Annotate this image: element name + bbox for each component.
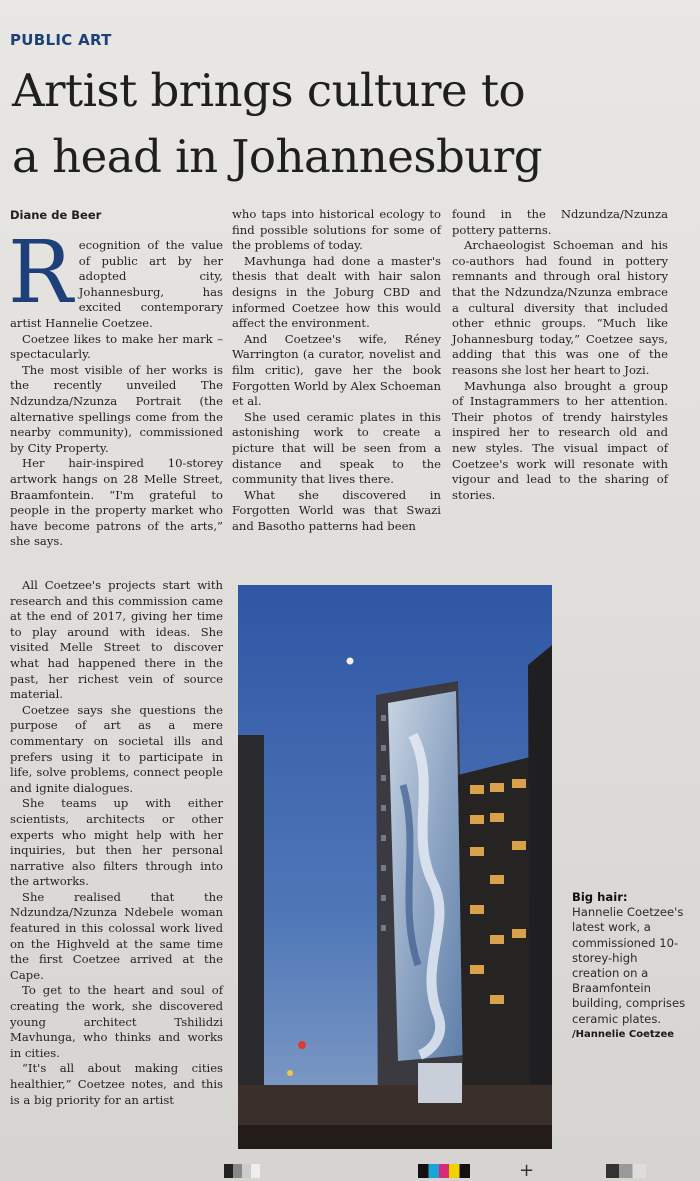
paragraph: who taps into historical ecology to find possible solutions for some of the problems of today.	[232, 207, 441, 253]
paragraph: The most visible of her works is the recently unveiled The Ndzundza/Nzunza Portrait (the alternative spellings come from the nearby community), commissioned by City Property.	[10, 362, 223, 455]
paragraph: Her hair-inspired 10-storey artwork hangs on 28 Melle Street, Braamfontein. “I'm grateful to people in the property market who have become patrons of the arts,” she says.	[10, 456, 223, 549]
paragraph: To get to the heart and soul of creating the work, she discovered young architect Tshilidzi Mavhunga, who thinks and works in cities.	[10, 983, 223, 1060]
paragraph: She teams up with either scientists, architects or other experts who might help with her inquiries, but then her personal narrative also filters through into the artworks.	[10, 796, 223, 889]
caption-body: Hannelie Coetzee's latest work, a commissioned 10-storey-high creation on a Braamfontein building, comprises ceramic plates.	[572, 905, 686, 1026]
headline-line-2: a head in Johannesburg	[12, 130, 543, 183]
paragraph-text: ecognition of the value of public art by her adopted city, Johannesburg, has excited contemporary artist Hannelie Coetzee.	[10, 238, 223, 330]
drop-cap: R	[8, 223, 73, 323]
photo-caption	[572, 890, 688, 1042]
column-3	[452, 207, 668, 503]
paragraph: found in the Ndzundza/Nzunza pottery patterns.	[452, 207, 668, 237]
paragraph: Mavhunga also brought a group of Instagrammers to her attention. Their photos of trendy hairstyles inspired her to research old and new styles. The visual impact of Coetzee's work will resonate with vigour and lead to the sharing of stories.	[452, 378, 668, 502]
headline-line-1: Artist brings culture to	[12, 64, 526, 117]
paragraph: And Coetzee's wife, Réney Warrington (a curator, novelist and film critic), gave her the book Forgotten World by Alex Schoeman et al.	[232, 331, 441, 409]
paragraph: All Coetzee's projects start with research and this commission came at the end of 2017, giving her time to play around with ideas. She visited Melle Street to discover what had happened there in the past, her richest vein of source material.	[10, 578, 223, 702]
registration-mark-icon: +	[519, 1160, 535, 1181]
caption-head: Big hair:	[572, 890, 628, 904]
building-photo	[238, 585, 552, 1149]
building-photo-illustration	[238, 585, 552, 1149]
paragraph: Coetzee says she questions the purpose of art as a mere commentary on societal ills and prefers using it to participate in life, solve problems, connect people and ignite dialogues.	[10, 702, 223, 795]
column-1-bottom	[10, 578, 223, 1108]
paragraph: She used ceramic plates in this astonishing work to create a picture that will be seen from a distance and speak to the community that lives there.	[232, 409, 441, 487]
print-color-bar	[418, 1164, 470, 1178]
paragraph: Mavhunga had done a master's thesis that dealt with hair salon designs in the Joburg CBD and informed Coetzee how this would affect the environment.	[232, 253, 441, 331]
paragraph: What she discovered in Forgotten World was that Swazi and Basotho patterns had been	[232, 487, 441, 533]
headline	[12, 58, 692, 190]
column-1-top	[8, 223, 223, 550]
paragraph: “It's all about making cities healthier,” Coetzee notes, and this is a big priority for an artist	[10, 1061, 223, 1107]
photo-credit: /Hannelie Coetzee	[572, 1028, 675, 1040]
paragraph: She realised that the Ndzundza/Nzunza Ndebele woman featured in this colossal work lived on the Highveld at the same time the first Coetzee arrived at the Cape.	[10, 889, 223, 982]
print-registration-bar	[224, 1164, 260, 1178]
print-gray-bar	[606, 1164, 646, 1178]
paragraph	[8, 223, 223, 332]
section-label: PUBLIC ART	[10, 31, 112, 49]
column-2	[232, 207, 441, 534]
byline: Diane de Beer	[10, 208, 102, 222]
paragraph: Coetzee likes to make her mark – spectacularly.	[10, 331, 223, 362]
paragraph: Archaeologist Schoeman and his co-authors had found in pottery remnants and through oral history that the Ndzundza/Nzunza embrace a cultural diversity that included other ethnic groups. “Much like Johannesburg today,” Coetzee says, adding that this was one of the reasons she lost her heart to Jozi.	[452, 238, 668, 377]
